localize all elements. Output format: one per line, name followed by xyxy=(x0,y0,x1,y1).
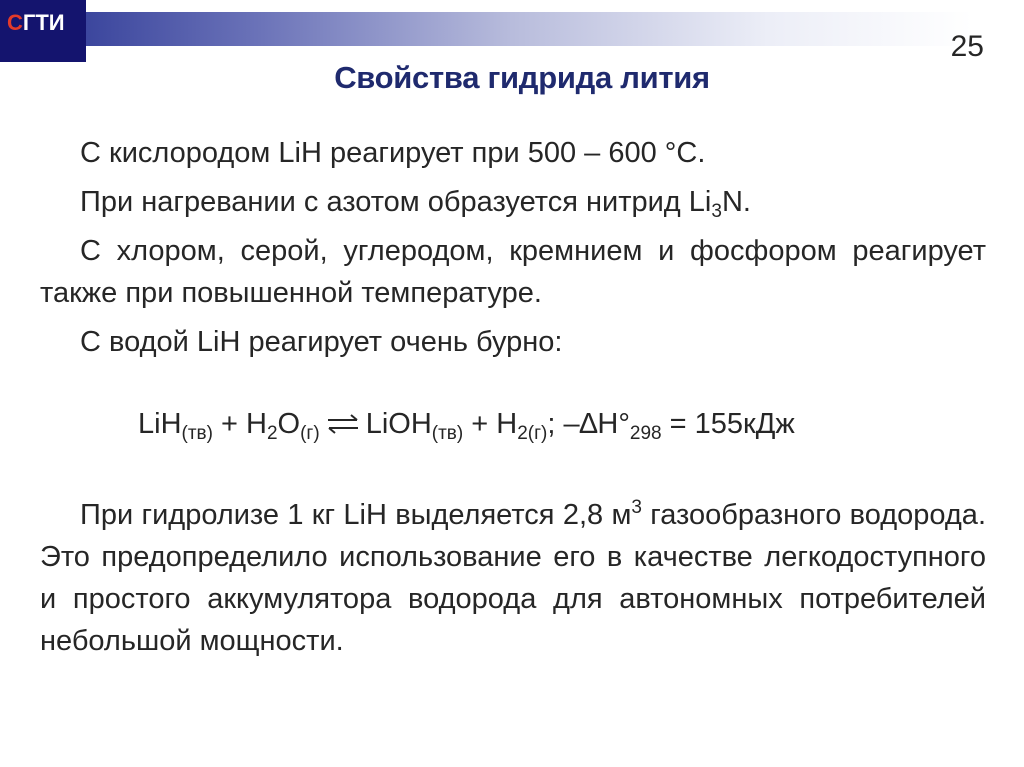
header-gradient-bar xyxy=(0,12,1024,46)
paragraph-oxygen: С кислородом LiH реагирует при 500 – 600 °С. xyxy=(80,137,706,169)
paragraph-halogens: С хлором, серой, углеродом, кремнием и фосфором реагирует также при повышенной температуре. xyxy=(40,235,986,309)
logo xyxy=(0,0,86,62)
paragraph-hydrolysis: При гидролизе 1 кг LiH выделяется 2,8 $м^3$ газообразного водорода. Это предопределило использование его в качестве легкодоступного и простого аккумулятора водорода для автономных потребителей небольшой мощности. xyxy=(40,497,986,657)
reaction-equation: $LiH_{(тв)} + H_2O_{(г)}$ LiOH$_{(тв)}$ + $H_{2(г)}$; $-\Delta H^\circ_{298} = 155кДж$ xyxy=(138,408,795,444)
slide-title: Свойства гидрида лития xyxy=(334,60,710,95)
equilibrium-arrows-icon xyxy=(326,409,360,442)
slide-number: 25 xyxy=(950,30,984,63)
logo-text: СГТИ xyxy=(7,10,65,35)
header-band xyxy=(0,0,1024,56)
paragraph-nitrogen: При нагревании с азотом образуется нитрид $Li_3N$. xyxy=(80,186,751,222)
paragraph-water: С водой LiH реагирует очень бурно: xyxy=(80,326,563,358)
